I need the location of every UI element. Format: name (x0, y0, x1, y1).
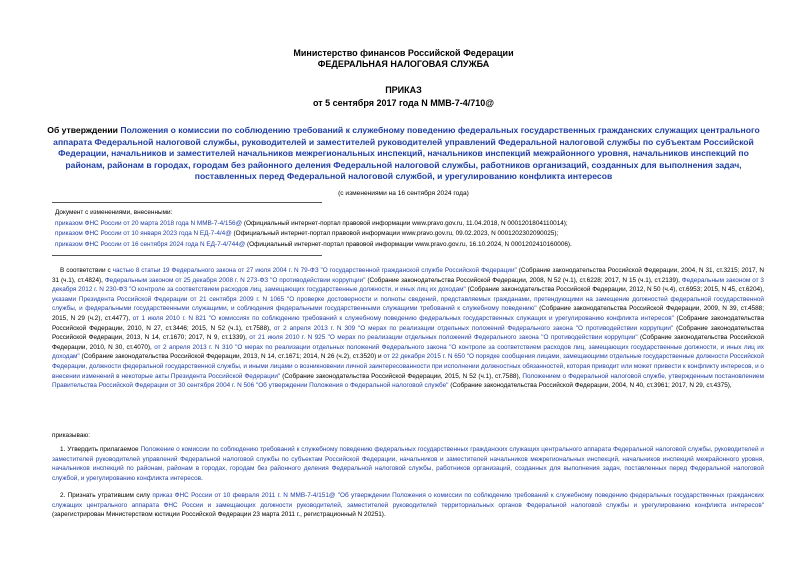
amendment-link[interactable]: приказом ФНС России от 20 марта 2018 года N ММВ-7-4/156@ (55, 219, 243, 227)
amendment-item: приказом ФНС России от 20 марта 2018 года N ММВ-7-4/156@ (Официальный интернет-портал правовой информации www.pravo.gov.ru, 11.04.2018, N 0001201804110014); (55, 219, 568, 227)
law-link[interactable]: частью 8 статьи 19 Федерального закона от 27 июля 2004 г. N 79-ФЗ "О государственной гражданской службе Российской Федерации" (112, 267, 517, 274)
title-prefix: Об утверждении (47, 125, 121, 135)
title-regulation-link[interactable]: Положения о комиссии по соблюдению требований к служебному поведению федеральных государственных гражданских служащих центрального аппарата Федеральной налоговой службы, руководителей и заместителей руководителей управлений Федеральной налоговой службы по субъектам Российской Федерации, начальников и заместителей начальников межрегиональных инспекций, начальников инспекций межрайонного уровня, начальников инспекций по районам, районам в городах, городам без районного деления Федеральной налоговой службы, работников организаций, созданных для выполнения задач, поставленных перед Федеральной налоговой службой, и урегулированию конфликта интересов (53, 125, 760, 182)
repealed-order-link[interactable]: приказ ФНС России от 10 февраля 2011 г. N ММВ-7-4/151@ "Об утверждении Положения о комиссии по соблюдению требований к служебному поведению федеральных государственных гражданских служащих центрального аппарата ФНС России и замещающих должности руководителей, заместителей руководителей территориальных органов Федеральной налоговой службы и урегулированию конфликта интересов" (52, 492, 765, 509)
top-divider (52, 202, 322, 203)
decree-link[interactable]: от 1 июля 2010 г. N 821 "О комиссиях по соблюдению требований к служебному поведению федеральных государственных служащих и урегулированию конфликта интересов" (132, 314, 674, 322)
amendment-link[interactable]: приказом ФНС России от 16 сентября 2024 года N ЕД-7-4/744@ (55, 240, 246, 248)
approved-regulation-link[interactable]: Положение о комиссии по соблюдению требований к служебному поведению федеральных государственных гражданских служащих центрального аппарата Федеральной налоговой службы, руководителей и заместителей руководителей управлений Федеральной налоговой службы по субъектам Российской Федерации, начальников и заместителей начальников межрегиональных инспекций, начальников инспекций межрайонного уровня, начальников инспекций по районам, районам в городах, городам без районного деления Федеральной налоговой службы, работников организаций, созданных для выполнения задач, поставленных перед Федеральной налоговой службой, и урегулированию конфликта интересов (52, 446, 764, 482)
document-title (40, 125, 767, 183)
order-date-number: от 5 сентября 2017 года N ММВ-7-4/710@ (312, 98, 495, 108)
regulation-link[interactable]: Положением о Федеральной налоговой службе, утвержденным постановлением Правительства Российской Федерации от 30 сентября 2004 г. N 506 "Об утверждении Положения о Федеральной налоговой службе" (52, 372, 764, 390)
amendment-item: приказом ФНС России от 16 сентября 2024 года N ЕД-7-4/744@ (Официальный интернет-портал правовой информации www.pravo.gov.ru, 16.10.2024, N 0001202410160006). (55, 240, 572, 248)
law-link[interactable]: Федеральным законом от 25 декабря 2008 г. N 273-ФЗ "О противодействии коррупции" (104, 276, 366, 284)
order-label: ПРИКАЗ (385, 85, 422, 95)
bottom-divider (52, 255, 322, 256)
clause-1: 1. Утвердить прилагаемое Положение о комиссии по соблюдению требований к служебному поведению федеральных государственных гражданских служащих центрального аппарата Федеральной налоговой службы, руководителей и заместителей руководителей управлений Федеральной налоговой службы по субъектам Российской Федерации, начальников и заместителей начальников межрегиональных инспекций, начальников инспекций межрайонного уровня, начальников инспекций по районам, районам в городах, городам без районного деления Федеральной налоговой службы, работников организаций, созданных для выполнения задач, поставленных перед Федеральной налоговой службой, и урегулированию конфликта интересов. (52, 446, 764, 482)
law-link[interactable]: Федеральным законом от 3 декабря 2012 г. N 230-ФЗ "О контроле за соответствием расходов лиц, замещающих государственные должности, и иных лиц их доходам" (52, 276, 764, 294)
amendment-item: приказом ФНС России от 10 января 2023 года N ЕД-7-4/4@ (Официальный интернет-портал правовой информации www.pravo.gov.ru, 09.02.2023, N 0001202302090025); (55, 230, 559, 238)
ministry-name: Министерство финансов Российской Федерации (293, 48, 514, 58)
service-name: ФЕДЕРАЛЬНАЯ НАЛОГОВАЯ СЛУЖБА (317, 59, 490, 69)
decree-link[interactable]: от 2 апреля 2013 г. N 309 "О мерах по реализации отдельных положений Федерального закона "О противодействии коррупции" (273, 324, 674, 332)
order-verb: приказываю: (52, 432, 90, 439)
amendments-heading: Документ с изменениями, внесенными: (55, 209, 173, 216)
decree-link[interactable]: указами Президента Российской Федерации от 21 сентября 2009 г. N 1065 "О проверке достоверности и полноты сведений, представляемых гражданами, претендующими на замещение должностей федеральной государственной службы, и федеральными государственными служащими, и соблюдения федеральными государственными служащими требований к служебному поведению" (52, 295, 764, 313)
decree-link[interactable]: от 21 июля 2010 г. N 925 "О мерах по реализации отдельных положений Федерального закона "О противодействии коррупции" (249, 334, 638, 342)
amendments-list (55, 208, 775, 250)
preamble-paragraph: В соответствии с частью 8 статьи 19 Федерального закона от 27 июля 2004 г. N 79-ФЗ "О государственной гражданской службе Российской Федерации" (Собрание законодательства Российской Федерации, 2004, N 31, ст.3215; 2017, N 31 (ч.1), ст.4824), Федеральным законом от 25 декабря 2008 г. N 273-ФЗ "О противодействии коррупции" (Собрание законодательства Российской Федерации, 2008, N 52 (ч.1), ст.6228; 2017, N 15 (ч.1), ст.2139), Федеральным законом от 3 декабря 2012 г. N 230-ФЗ "О контроле за соответствием расходов лиц, замещающих государственные должности, и иных лиц их доходам" (Собрание законодательства Российской Федерации, 2012, N 50 (ч.4), ст.6953; 2015, N 45, ст.6204), указами Президента Российской Федерации от 21 сентября 2009 г. N 1065 "О проверке достоверности и полноты сведений, представляемых гражданами, претендующими на замещение должностей федеральной государственной службы, и федеральными государственными служащими, и соблюдения федеральными государственными служащими требований к служебному поведению" (Собрание законодательства Российской Федерации, 2009, N 39, ст.4588; 2015, N 29 (ч.2), ст.4477), от 1 июля 2010 г. N 821 "О комиссиях по соблюдению требований к служебному поведению федеральных государственных служащих и урегулированию конфликта интересов" (Собрание законодательства Российской Федерации, 2010, N 27, ст.3446; 2015, N 52 (ч.1), ст.7588), от 2 апреля 2013 г. N 309 "О мерах по реализации отдельных положений Федерального закона "О противодействии коррупции" (Собрание законодательства Российской Федерации, 2013, N 14, ст.1670; 2017, N 9, ст.1339), от 21 июля 2010 г. N 925 "О мерах по реализации отдельных положений Федерального закона "О противодействии коррупции" (Собрание законодательства Российской Федерации, 2010, N 30, ст.4070), от 2 апреля 2013 г. N 310 "О мерах по реализации отдельных положений Федерального закона "О контроле за соответствием расходов лиц, замещающих государственные должности, и иных лиц их доходам" (Собрание законодательства Российской Федерации, 2013, N 14, ст.1671; 2014, N 26 (ч.2), ст.3520) и от 22 декабря 2015 г. N 650 "О порядке сообщения лицами, замещающими отдельные государственные должности Российской Федерации, должности федеральной государственной службы, и иными лицами о возникновении личной заинтересованности при исполнении должностных обязанностей, которая приводит или может привести к конфликту интересов, и о внесении изменений в некоторые акты Президента Российской Федерации" (Собрание законодательства Российской Федерации, 2015, N 52 (ч.1), ст.7588), Положением о Федеральной налоговой службе, утвержденным постановлением Правительства Российской Федерации от 30 сентября 2004 г. N 506 "Об утверждении Положения о Федеральной налоговой службе" (Собрание законодательства Российской Федерации, 2004, N 40, ст.3961; 2017, N 29, ст.4375), (52, 267, 765, 390)
amendment-link[interactable]: приказом ФНС России от 10 января 2023 года N ЕД-7-4/4@ (55, 230, 232, 238)
decree-link[interactable]: от 2 апреля 2013 г. N 310 "О мерах по реализации отдельных положений Федерального закона "О контроле за соответствием расходов лиц, замещающих государственные должности, и иных лиц их доходам" (52, 343, 765, 361)
changes-note: (с изменениями на 16 сентября 2024 года) (338, 190, 469, 197)
clause-2: 2. Признать утратившим силу приказ ФНС России от 10 февраля 2011 г. N ММВ-7-4/151@ "Об утверждении Положения о комиссии по соблюдению требований к служебному поведению федеральных государственных гражданских служащих центрального аппарата ФНС России и замещающих должности руководителей, заместителей руководителей территориальных органов Федеральной налоговой службы и урегулированию конфликта интересов" (зарегистрирован Министерством юстиции Российской Федерации 23 марта 2011 г., регистрационный N 20251). (52, 492, 765, 519)
decree-link[interactable]: от 22 декабря 2015 г. N 650 "О порядке сообщения лицами, замещающими отдельные государственные должности Российской Федерации, должности федеральной государственной службы, и иными лицами о возникновении личной заинтересованности при исполнении должностных обязанностей, которая приводит или может привести к конфликту интересов, и о внесении изменений в некоторые акты Президента Российской Федерации" (52, 353, 764, 380)
